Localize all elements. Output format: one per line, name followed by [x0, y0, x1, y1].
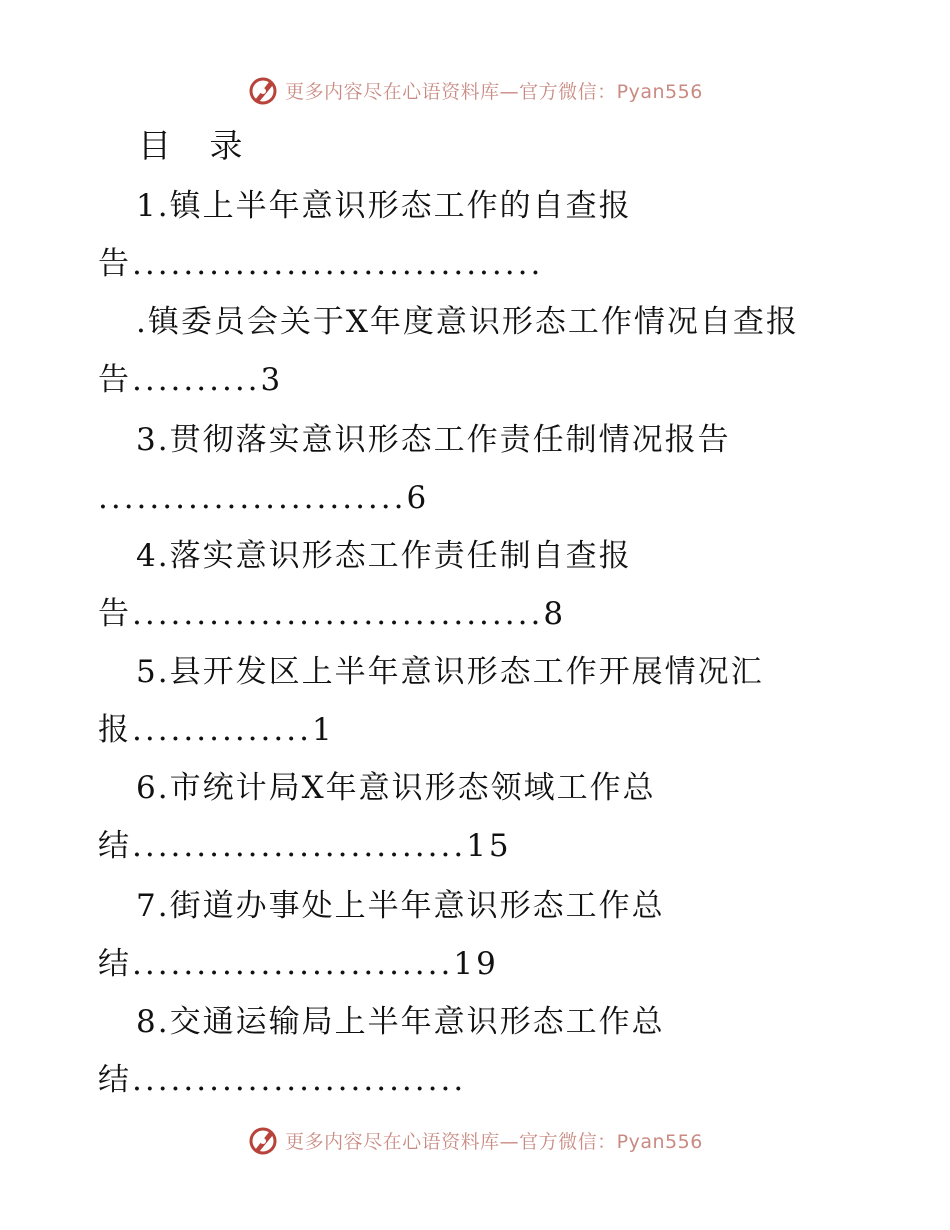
toc-entry-2-title: .镇委员会关于X年度意识形态工作情况自查报 [136, 304, 799, 340]
toc-entry-1-leader: 告................................ [98, 246, 544, 282]
toc-entry-7-leader: 结.........................19 [98, 946, 499, 982]
red-pen-circle-logo-icon [247, 74, 279, 106]
toc-entry-8-title: 8.交通运输局上半年意识形态工作总 [136, 1004, 665, 1040]
watermark-text: 更多内容尽在心语资料库—官方微信：Pyan556 [285, 80, 703, 103]
toc-entry-3-leader: ........................6 [98, 480, 430, 516]
toc-entry-4-leader: 告................................8 [98, 596, 567, 632]
header-watermark [0, 70, 950, 110]
toc-entry-6-title: 6.市统计局X年意识形态领域工作总 [136, 770, 656, 806]
toc-entry-7-title: 7.街道办事处上半年意识形态工作总 [136, 888, 665, 924]
toc-entry-5-title: 5.县开发区上半年意识形态工作开展情况汇 [136, 654, 764, 690]
red-pen-circle-logo-icon [247, 1124, 279, 1156]
toc-entry-8-leader: 结.......................... [98, 1062, 467, 1098]
toc-entry-6-leader: 结..........................15 [98, 828, 512, 864]
toc-entry-2-leader: 告..........3 [98, 362, 284, 398]
footer-watermark [0, 1120, 950, 1160]
toc-entry-5-leader: 报..............1 [98, 712, 335, 748]
toc-entry-3-title: 3.贯彻落实意识形态工作责任制情况报告 [136, 422, 731, 458]
toc-entry-4-title: 4.落实意识形态工作责任制自查报 [136, 538, 632, 574]
watermark-text: 更多内容尽在心语资料库—官方微信：Pyan556 [285, 1130, 703, 1153]
toc-entry-1-title: 1.镇上半年意识形态工作的自查报 [136, 188, 632, 224]
toc-title: 目 录 [138, 126, 257, 165]
